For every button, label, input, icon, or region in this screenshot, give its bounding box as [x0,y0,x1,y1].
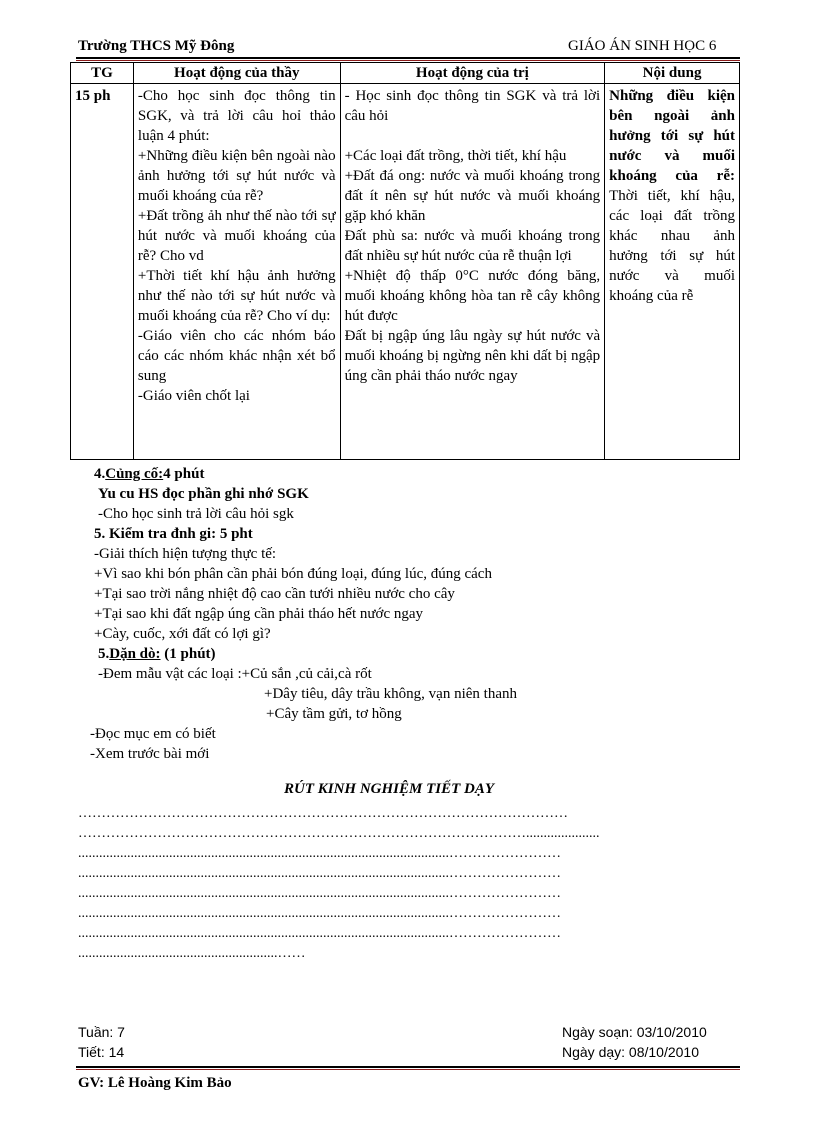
content-heading: Những điều kiện bên ngoài ảnh hưởng tới sự hút nước và muối khoáng của rễ: [609,88,735,184]
section6-number: 5. [98,646,110,662]
student-line-blank [345,126,601,146]
header-rule-bottom [76,60,740,61]
prep-date: Ngày soạn: 03/10/2010 [562,1024,707,1040]
teacher-line: +Đất trồng ảh như thế nào tới sự hút nước và muối khoáng của rễ? Cho vd [137,208,336,264]
school-name: Trường THCS Mỹ Đông [78,38,235,54]
teach-date: Ngày dạy: 08/10/2010 [562,1044,699,1060]
footer-rule-top [76,1066,740,1068]
document-title: GIÁO ÁN SINH HỌC 6 [568,38,717,54]
dotted-line: …………………………………………………………………………………………… [78,806,568,821]
section5-line: -Giải thích hiện tượng thực tế: [94,546,277,562]
section5-line: +Tại sao khi đất ngập úng cần phải tháo hết nước ngay [94,606,424,622]
section4-time: 4 phút [163,466,205,482]
section4-line1: Yu cu HS đọc phần ghi nhớ SGK [98,486,309,502]
student-line: Đất phù sa: nước và muối khoáng trong đất nhiều sự hút nước của rễ thuận lợi [344,228,601,264]
student-line: - Học sinh đọc thông tin SGK và trả lời câu hỏi [344,88,601,124]
section6-line: -Xem trước bài mới [90,746,210,762]
lesson-label: Tiết: 14 [78,1044,125,1060]
section6-time: (1 phút) [160,646,216,662]
teacher-line: -Giáo viên cho các nhóm báo cáo các nhóm khác nhận xét bổ sung [137,328,336,384]
student-line: +Các loại đất trồng, thời tiết, khí hậu [344,148,567,164]
student-line: +Đất đá ong: nước và muối khoáng trong đất ít nên sự hút nước và muối khoáng gặp khó khăn [344,168,601,224]
content-cell [605,84,740,460]
section4-heading [94,464,204,484]
header-rule-top [76,57,740,59]
teacher-name: GV: Lê Hoàng Kim Bảo [78,1075,232,1091]
teacher-line: -Giáo viên chốt lại [137,388,250,404]
teacher-line: -Cho học sinh đọc thông tin SGK, và trả lời câu hoỉ thảo luận 4 phút: [137,88,336,144]
teacher-line: +Thời tiết khí hậu ảnh hưởng như thế nào tới sự hút nước và muối khoáng của rễ? Cho ví dụ: [137,268,336,324]
student-line: +Nhiệt độ thấp 0°C nước đóng băng, muối khoáng không hòa tan rễ cây không hút được [344,268,601,324]
week-label: Tuần: 7 [78,1024,125,1040]
time-value: 15 ph [75,88,111,104]
dotted-line: ..........................................................................................................…………………… [78,846,561,861]
dotted-line: ..........................................................................................................…………………… [78,886,561,901]
header-content: Nội dung [605,63,740,84]
section4-line2: -Cho học sinh trả lời câu hỏi sgk [98,506,294,522]
table-row [71,84,740,460]
review-title: RÚT KINH NGHIỆM TIẾT DẠY [284,781,495,797]
section5-line: +Vì sao khi bón phân cần phải bón đúng loại, đúng lúc, đúng cách [94,566,492,582]
section5-line: +Tại sao trời nắng nhiệt độ cao cần tưới nhiều nước cho cây [94,586,455,602]
section6-title: Dặn dò: [109,646,161,662]
dotted-line: ..........................................................................................................…………………… [78,906,561,921]
time-cell [71,84,134,460]
lesson-table [70,62,740,460]
content-body: Thời tiết, khí hậu, các loại đất trồng khác nhau ảnh hưởng tới sự hút nước và muối khoáng của rễ [609,188,735,304]
section5-line: +Cày, cuốc, xới đất có lợi gì? [94,626,271,642]
section6-line: +Dây tiêu, dây trầu không, vạn niên thanh [264,686,517,702]
table-header-row [71,63,740,84]
dotted-line: .........................................................…… [78,946,306,961]
header-tg: TG [71,63,134,84]
section6-line: +Cây tầm gửi, tơ hồng [266,706,402,722]
student-line: Đất bị ngập úng lâu ngày sự hút nước và muối khoáng bị ngừng nên khi dất bị ngập úng cần phải tháo nước ngay [344,328,601,384]
section6-heading [98,644,216,664]
dotted-line: ..........................................................................................................…………………… [78,926,561,941]
section6-line: -Đem mẫu vật các loại :+Củ sắn ,củ cải,cà rốt [98,666,372,682]
student-activity-cell [340,84,605,460]
teacher-activity-cell [133,84,340,460]
section6-line: -Đọc mục em có biết [90,726,216,742]
dotted-line: ..........................................................................................................…………………… [78,866,561,881]
section4-title: Củng cố: [105,466,164,482]
content-text [609,86,735,306]
section4-number: 4. [94,466,106,482]
footer-rule-bottom [76,1069,740,1070]
teacher-line: +Những điều kiện bên ngoài nào ảnh hưởng tới sự hút nước và muối khoáng của rễ? [137,148,336,204]
section5-heading: 5. Kiểm tra đnh gi: 5 pht [94,526,253,542]
dotted-line: ……………………………………………………………………………………..................... [78,826,600,841]
header-teacher: Hoạt động của thầy [133,63,340,84]
header-student: Hoạt động của trị [340,63,605,84]
